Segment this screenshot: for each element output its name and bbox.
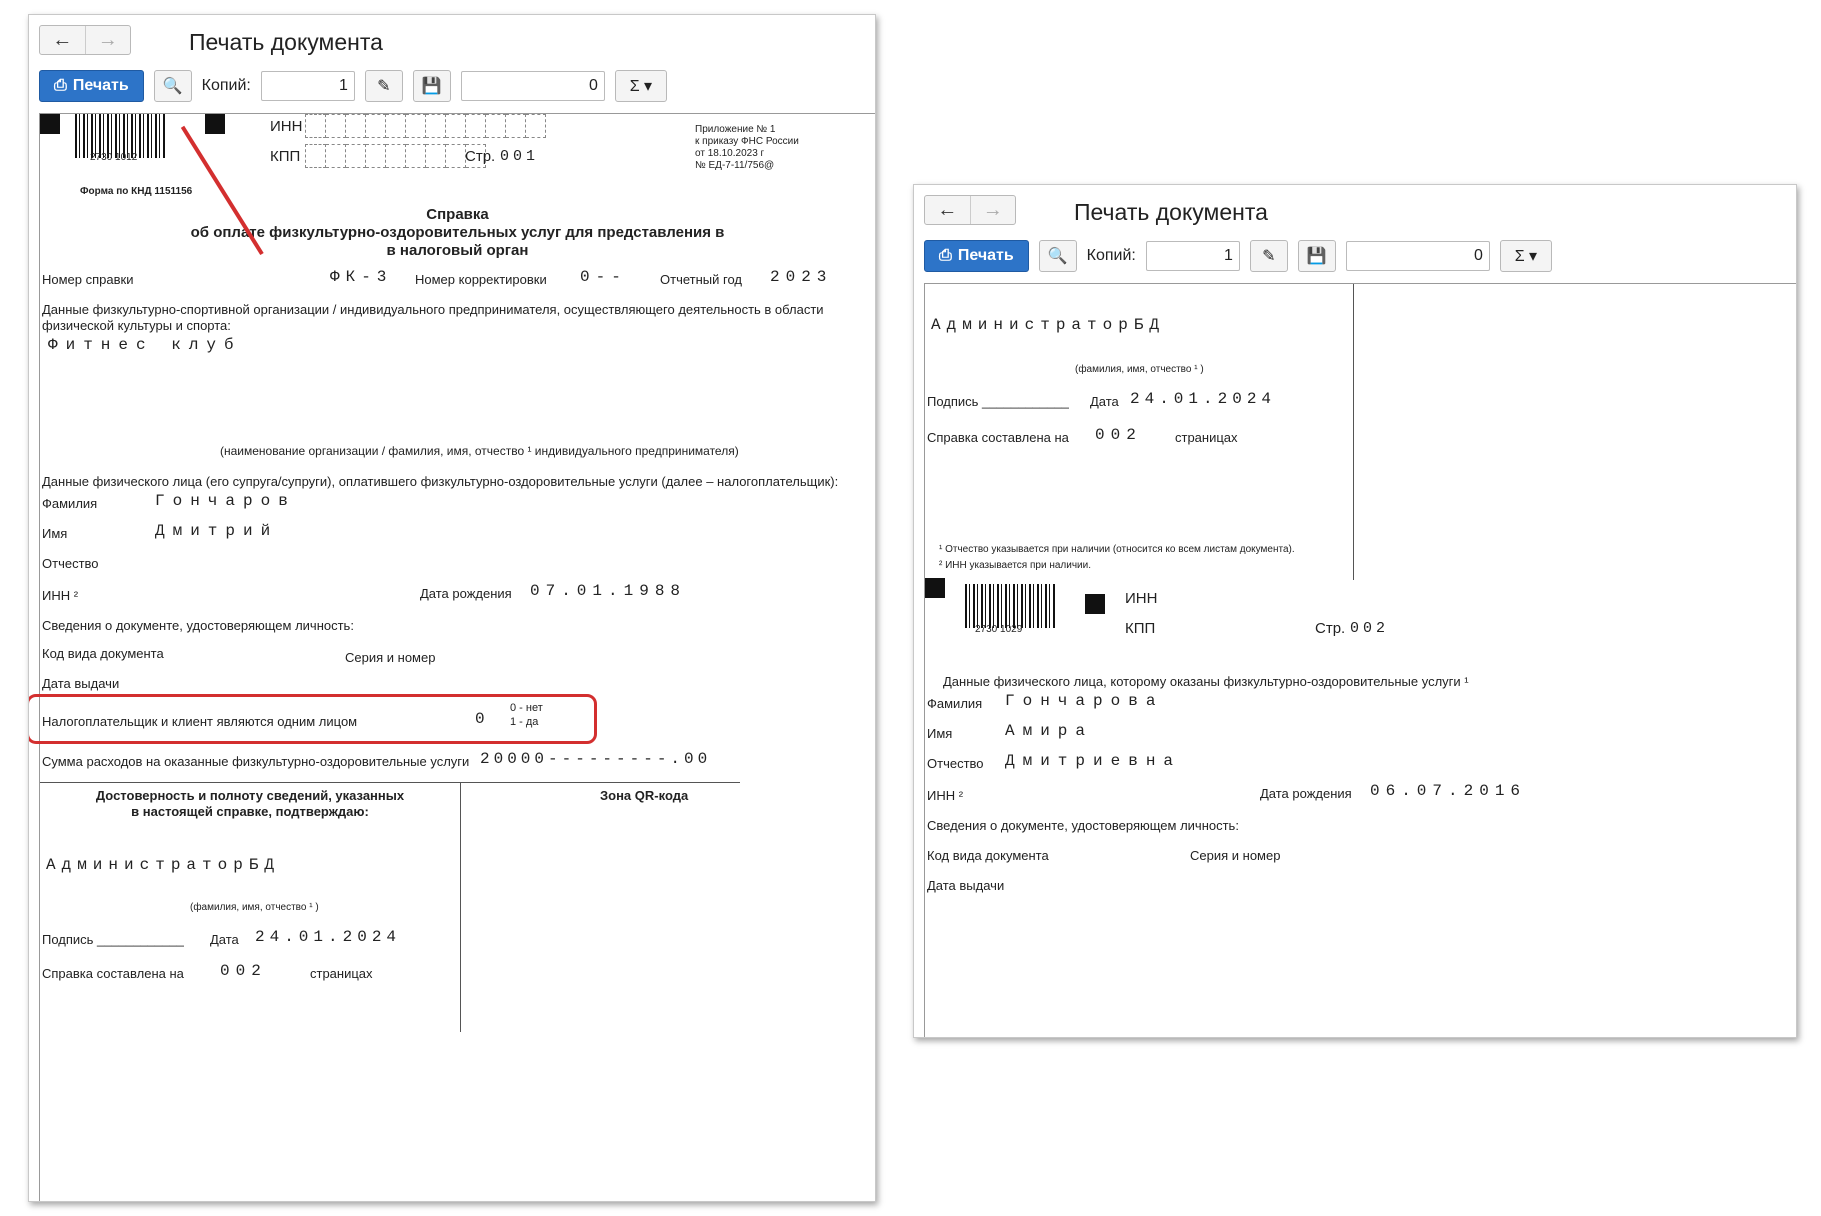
page-label: Стр. (465, 148, 496, 165)
ref-num-label: Номер справки (42, 272, 134, 287)
page-number: 001 (500, 148, 540, 165)
history-nav (924, 195, 1016, 225)
year-value: 2023 (770, 268, 833, 286)
sum-menu-button[interactable] (1500, 240, 1552, 272)
dob-value: 06.07.2016 (1370, 782, 1527, 800)
forward-arrow-icon[interactable]: → (982, 198, 1003, 221)
appendix-line: № ЕД-7-11/756@ (695, 160, 775, 171)
corner-marker (1085, 594, 1105, 614)
corner-marker (40, 114, 60, 134)
kpp-cells (305, 144, 486, 168)
ref-num: ФК-3 (330, 268, 393, 286)
document-page-1 (39, 113, 875, 1201)
sign-label: Подпись ____________ (42, 932, 184, 947)
qr-zone-label: Зона QR-кода (600, 788, 689, 803)
same-person-hint: 0 - нет (510, 702, 543, 714)
save-button[interactable] (1298, 240, 1336, 272)
save-button[interactable] (413, 70, 451, 102)
copies-label: Копий: (1086, 247, 1136, 264)
corner-marker (205, 114, 225, 134)
confirm-text: в настоящей справке, подтверждаю: (131, 804, 369, 819)
same-person-value: 0 (475, 710, 485, 728)
sum-field: 0 (1346, 241, 1490, 271)
appendix-line: Приложение № 1 (695, 124, 776, 135)
copies-input[interactable]: 1 (261, 71, 355, 101)
copies-label: Копий: (201, 77, 251, 94)
org-caption: (наименование организации / фамилия, имя, отчество ¹ индивидуального предпринимателя) (220, 444, 739, 458)
patronymic-label: Отчество (42, 556, 99, 571)
sum-menu-button[interactable] (615, 70, 667, 102)
pages-suffix: страницах (310, 966, 373, 981)
pages-label: Справка составлена на (927, 430, 1069, 445)
heading: в налоговый орган (386, 242, 529, 259)
page-label: Стр. (1315, 620, 1346, 637)
forward-arrow-icon[interactable]: → (97, 28, 118, 51)
divider (40, 782, 740, 783)
series-label: Серия и номер (345, 650, 436, 665)
footnote: ¹ Отчество указывается при наличии (относится ко всем листам документа). (939, 544, 1295, 555)
fio-caption: (фамилия, имя, отчество ¹ ) (190, 902, 319, 913)
divider (460, 782, 461, 1032)
sigma-icon: Σ ▾ (629, 78, 653, 95)
payer-desc: Данные физического лица (его супруга/супруги), оплатившего физкультурно-оздоровительные услуги (далее – налогоплательщик): (42, 474, 839, 489)
appendix-line: к приказу ФНС России (695, 136, 799, 147)
heading: об оплате физкультурно-оздоровительных услуг для представления в (190, 224, 725, 241)
name-value: Амира (1005, 722, 1094, 740)
printer-icon: ⎙ (939, 247, 952, 264)
sign-label: Подпись ____________ (927, 394, 1069, 409)
print-button[interactable]: ⎙ Печать (39, 70, 144, 102)
signer-name: АдминистраторБД (46, 856, 281, 874)
org-desc: Данные физкультурно-спортивной организации / индивидуального предпринимателя, осуществляющего деятельность в области (42, 302, 824, 317)
surname-label: Фамилия (42, 496, 98, 511)
history-nav (39, 25, 131, 55)
print-window-main (28, 14, 876, 1202)
surname-label: Фамилия (927, 696, 983, 711)
same-person-hint: 1 - да (510, 716, 539, 728)
issue-label: Дата выдачи (927, 878, 1005, 893)
patronymic-value: Дмитриевна (1005, 752, 1182, 770)
document-page-2 (924, 283, 1796, 1037)
pages-value: 002 (1095, 426, 1142, 444)
org-name: Фитнес клуб (48, 336, 242, 354)
kpp-label: КПП (1125, 620, 1156, 637)
pages-value: 002 (220, 962, 267, 980)
window-title: Печать документа (1074, 199, 1268, 225)
issue-label: Дата выдачи (42, 676, 120, 691)
date-label: Дата (210, 932, 239, 947)
toolbar (924, 239, 1786, 273)
page-number: 002 (1350, 620, 1390, 637)
heading: Справка (426, 206, 489, 223)
print-window-page2 (913, 184, 1797, 1038)
inn2-label: ИНН ² (42, 588, 79, 603)
sigma-icon: Σ ▾ (1514, 248, 1538, 265)
inn-cells (305, 114, 546, 138)
pages-label: Справка составлена на (42, 966, 184, 981)
copies-input[interactable]: 1 (1146, 241, 1240, 271)
name-label: Имя (42, 526, 68, 541)
dob-value: 07.01.1988 (530, 582, 687, 600)
fio-caption: (фамилия, имя, отчество ¹ ) (1075, 364, 1204, 375)
doc-label: Сведения о документе, удостоверяющем личность: (927, 818, 1239, 833)
inn-label: ИНН (270, 118, 303, 135)
barcode-number: 2730 1012 (90, 152, 138, 163)
barcode-number: 2730 1029 (975, 624, 1023, 635)
dob-label: Дата рождения (420, 586, 512, 601)
date-value: 24.01.2024 (1130, 390, 1277, 408)
printer-icon: ⎙ (54, 77, 67, 94)
back-arrow-icon[interactable]: ← (40, 26, 86, 54)
sum-label: Сумма расходов на оказанные физкультурно-оздоровительные услуги (42, 754, 470, 769)
footnote: ² ИНН указывается при наличии. (939, 560, 1091, 571)
sum-amount: 20000---------.00 (480, 750, 712, 768)
preview-icon: 🔍 (162, 78, 183, 95)
surname-value: Гончаров (155, 492, 296, 510)
toolbar (39, 69, 865, 103)
series-label: Серия и номер (1190, 848, 1281, 863)
preview-icon: 🔍 (1047, 248, 1068, 265)
edit-mode-button[interactable] (365, 70, 403, 102)
signer-name: АдминистраторБД (931, 316, 1166, 334)
edit-mode-button[interactable] (1250, 240, 1288, 272)
doc-type-label: Код вида документа (927, 848, 1049, 863)
year-label: Отчетный год (660, 272, 742, 287)
patronymic-label: Отчество (927, 756, 984, 771)
pages-suffix: страницах (1175, 430, 1238, 445)
print-button[interactable]: ⎙ Печать (924, 240, 1029, 272)
doc-label: Сведения о документе, удостоверяющем личность: (42, 618, 354, 633)
name-label: Имя (927, 726, 953, 741)
corr-label: Номер корректировки (415, 272, 547, 287)
appendix-line: от 18.10.2023 г (695, 148, 765, 159)
barcode (965, 584, 1055, 628)
name-value: Дмитрий (155, 522, 279, 540)
window-title: Печать документа (189, 29, 383, 55)
preview-button[interactable] (1039, 240, 1077, 272)
surname-value: Гончарова (1005, 692, 1164, 710)
sum-field: 0 (461, 71, 605, 101)
same-person-label: Налогоплательщик и клиент являются одним лицом (42, 714, 358, 729)
corr-value: 0-- (580, 268, 627, 286)
preview-button[interactable] (154, 70, 192, 102)
inn-label: ИНН (1125, 590, 1158, 607)
form-code: Форма по КНД 1151156 (80, 186, 193, 197)
edit-icon: ✎ (1262, 248, 1276, 265)
save-icon: 💾 (1306, 248, 1327, 265)
doc-type-label: Код вида документа (42, 646, 164, 661)
date-label: Дата (1090, 394, 1119, 409)
confirm-text: Достоверность и полноту сведений, указанных (95, 788, 405, 803)
kpp-label: КПП (270, 148, 301, 165)
back-arrow-icon[interactable]: ← (925, 196, 971, 224)
client-desc: Данные физического лица, которому оказаны физкультурно-оздоровительные услуги ¹ (943, 674, 1469, 689)
save-icon: 💾 (421, 78, 442, 95)
edit-icon: ✎ (377, 78, 391, 95)
date-value: 24.01.2024 (255, 928, 402, 946)
inn2-label: ИНН ² (927, 788, 964, 803)
dob-label: Дата рождения (1260, 786, 1352, 801)
corner-marker (925, 578, 945, 598)
divider (1353, 284, 1354, 580)
org-desc: физической культуры и спорта: (42, 318, 231, 333)
